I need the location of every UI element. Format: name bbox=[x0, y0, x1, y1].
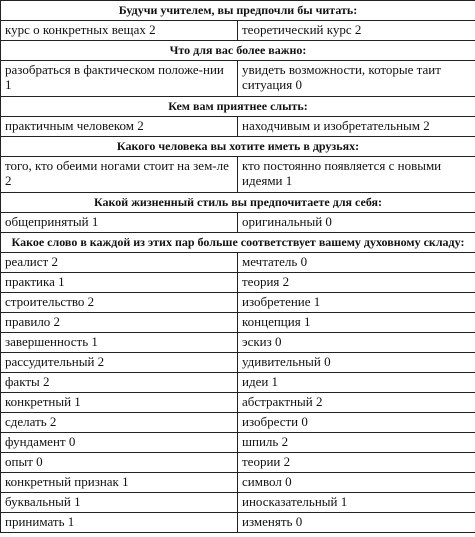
answer-option-right: теория 2 bbox=[238, 273, 475, 293]
answer-row bbox=[1, 353, 475, 373]
questionnaire-body bbox=[1, 1, 475, 533]
answer-option-right: изменять 0 bbox=[238, 513, 475, 533]
answer-row bbox=[1, 473, 475, 493]
answer-option-right: кто постоянно появляется с новыми идеями 1 bbox=[238, 157, 475, 193]
answer-row bbox=[1, 413, 475, 433]
answer-option-left: опыт 0 bbox=[1, 453, 238, 473]
answer-option-left: завершенность 1 bbox=[1, 333, 238, 353]
question-header: Что для вас более важно: bbox=[1, 41, 475, 61]
answer-row bbox=[1, 313, 475, 333]
question-header-row bbox=[1, 1, 475, 21]
answer-option-right: изобретение 1 bbox=[238, 293, 475, 313]
answer-option-left: разобраться в фактическом положе-нии 1 bbox=[1, 61, 238, 97]
answer-option-left: практика 1 bbox=[1, 273, 238, 293]
answer-option-right: иносказательный 1 bbox=[238, 493, 475, 513]
answer-option-left: принимать 1 bbox=[1, 513, 238, 533]
question-header: Будучи учителем, вы предпочли бы читать: bbox=[1, 1, 475, 21]
question-header-row bbox=[1, 137, 475, 157]
answer-option-left: курс о конкретных вещах 2 bbox=[1, 21, 238, 41]
question-header-row bbox=[1, 233, 475, 253]
answer-option-left: буквальный 1 bbox=[1, 493, 238, 513]
answer-option-right: концепция 1 bbox=[238, 313, 475, 333]
answer-row bbox=[1, 373, 475, 393]
answer-option-right: изобрести 0 bbox=[238, 413, 475, 433]
answer-option-left: строительство 2 bbox=[1, 293, 238, 313]
answer-row bbox=[1, 21, 475, 41]
question-header: Кем вам приятнее слыть: bbox=[1, 97, 475, 117]
answer-row bbox=[1, 61, 475, 97]
answer-option-left: конкретный 1 bbox=[1, 393, 238, 413]
answer-row bbox=[1, 253, 475, 273]
answer-option-left: фундамент 0 bbox=[1, 433, 238, 453]
answer-option-right: увидеть возможности, которые таит ситуация 0 bbox=[238, 61, 475, 97]
answer-row bbox=[1, 453, 475, 473]
question-header-row bbox=[1, 193, 475, 213]
question-header: Какое слово в каждой из этих пар больше соответствует вашему духовному складу: bbox=[1, 233, 475, 253]
answer-option-left: сделать 2 bbox=[1, 413, 238, 433]
answer-option-right: теоретический курс 2 bbox=[238, 21, 475, 41]
answer-option-right: удивительный 0 bbox=[238, 353, 475, 373]
answer-option-left: практичным человеком 2 bbox=[1, 117, 238, 137]
answer-option-right: идеи 1 bbox=[238, 373, 475, 393]
answer-row bbox=[1, 273, 475, 293]
answer-row bbox=[1, 117, 475, 137]
answer-row bbox=[1, 293, 475, 313]
answer-option-right: шпиль 2 bbox=[238, 433, 475, 453]
answer-option-left: рассудительный 2 bbox=[1, 353, 238, 373]
answer-row bbox=[1, 393, 475, 413]
answer-option-left: факты 2 bbox=[1, 373, 238, 393]
answer-row bbox=[1, 157, 475, 193]
answer-option-right: теории 2 bbox=[238, 453, 475, 473]
answer-option-right: эскиз 0 bbox=[238, 333, 475, 353]
answer-row bbox=[1, 433, 475, 453]
answer-option-left: правило 2 bbox=[1, 313, 238, 333]
answer-option-left: реалист 2 bbox=[1, 253, 238, 273]
answer-option-right: оригинальный 0 bbox=[238, 213, 475, 233]
answer-row bbox=[1, 333, 475, 353]
answer-option-right: находчивым и изобретательным 2 bbox=[238, 117, 475, 137]
answer-option-right: символ 0 bbox=[238, 473, 475, 493]
answer-option-left: общепринятый 1 bbox=[1, 213, 238, 233]
answer-option-left: того, кто обеими ногами стоит на зем-ле 2 bbox=[1, 157, 238, 193]
answer-row bbox=[1, 513, 475, 533]
answer-option-right: абстрактный 2 bbox=[238, 393, 475, 413]
answer-row bbox=[1, 493, 475, 513]
question-header-row bbox=[1, 41, 475, 61]
answer-option-right: мечтатель 0 bbox=[238, 253, 475, 273]
question-header: Какого человека вы хотите иметь в друзьях: bbox=[1, 137, 475, 157]
answer-option-left: конкретный признак 1 bbox=[1, 473, 238, 493]
question-header-row bbox=[1, 97, 475, 117]
answer-row bbox=[1, 213, 475, 233]
question-header: Какой жизненный стиль вы предпочитаете для себя: bbox=[1, 193, 475, 213]
